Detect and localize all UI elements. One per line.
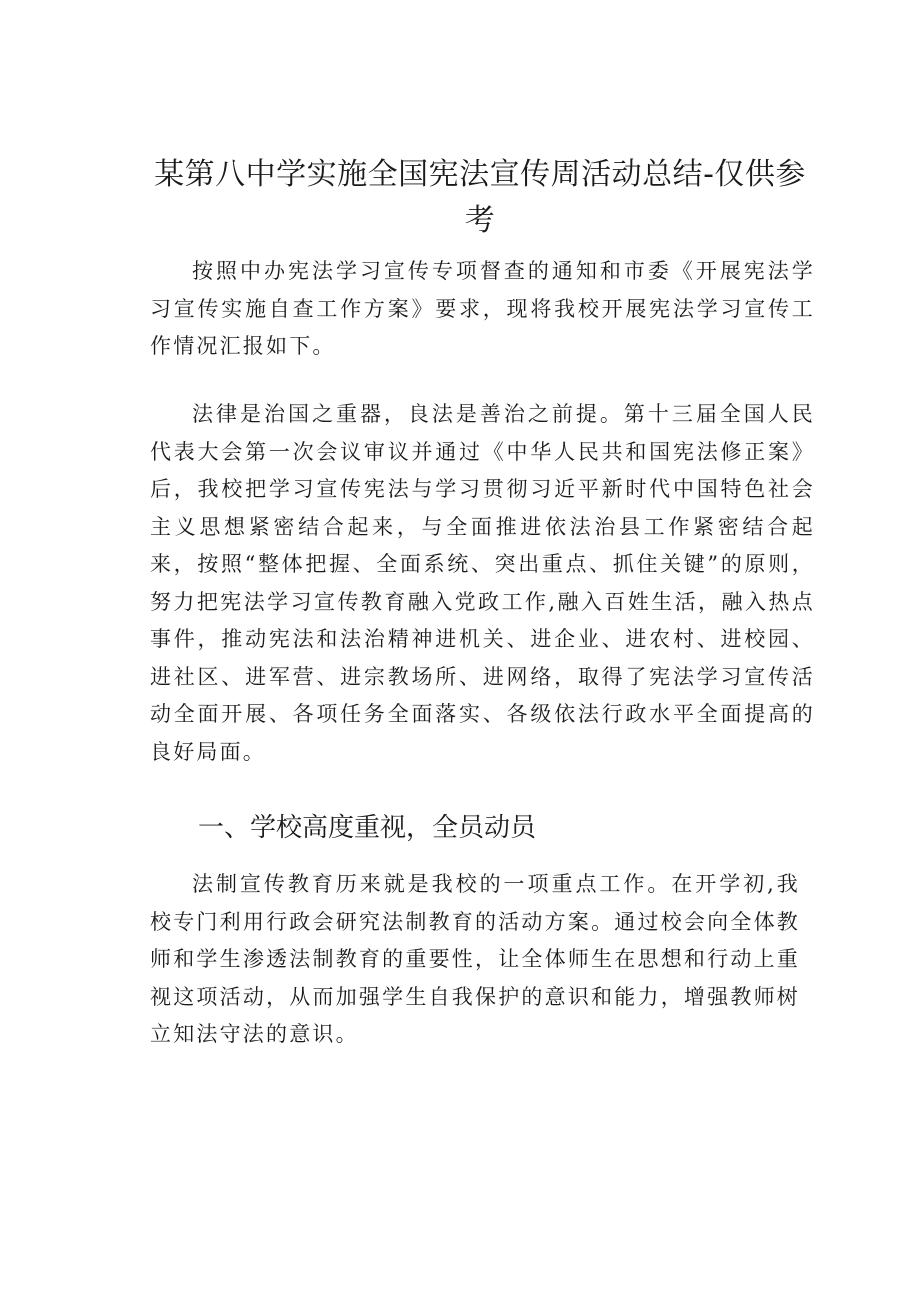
document-title: 某第八中学实施全国宪法宣传周活动总结-仅供参考 [154, 157, 806, 238]
body-paragraph: 法律是治国之重器，良法是善治之前提。第十三届全国人民代表大会第一次会议审议并通过《中华人民共和国宪法修正案》后，我校把学习宣传宪法与学习贯彻习近平新时代中国特色社会主义思想紧密结合起来，与全面推进依法治县工作紧密结合起来，按照“整体把握、全面系统、突出重点、抓住关键”的原则，努力把宪法学习宣传教育融入党政工作,融入百姓生活，融入热点事件，推动宪法和法治精神进机关、进企业、进农村、进校园、进社区、进军营、进宗教场所、进网络，取得了宪法学习宣传活动全面开展、各项任务全面落实、各级依法行政水平全面提高的良好局面。 [150, 402, 815, 764]
section-heading: 一、学校高度重视，全员动员 [198, 813, 537, 843]
section-paragraph: 法制宣传教育历来就是我校的一项重点工作。在开学初,我校专门利用行政会研究法制教育的活动方案。通过校会向全体教师和学生渗透法制教育的重要性，让全体师生在思想和行动上重视这项活动，从而加强学生自我保护的意识和能力，增强教师树立知法守法的意识。 [150, 872, 800, 1046]
intro-paragraph: 按照中办宪法学习宣传专项督查的通知和市委《开展宪法学习宣传实施自查工作方案》要求，现将我校开展宪法学习宣传工作情况汇报如下。 [150, 259, 815, 358]
